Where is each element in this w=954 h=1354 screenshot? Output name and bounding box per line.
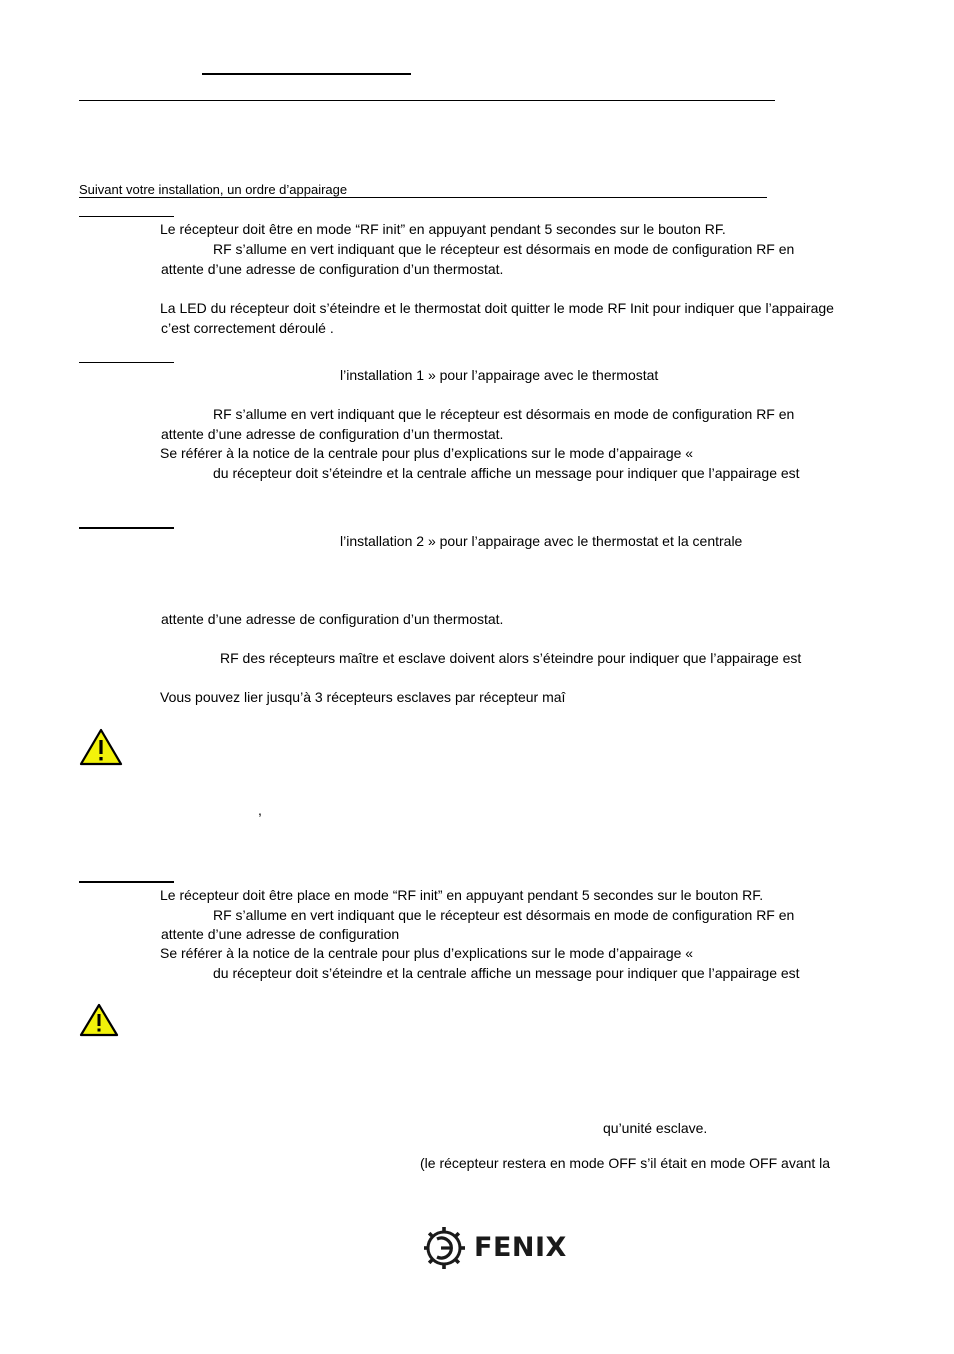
fenix-logo bbox=[424, 1226, 567, 1270]
brand-name: FENIX bbox=[474, 1232, 567, 1263]
intro-underline bbox=[79, 197, 767, 198]
section-2-line-2: RF s’allume en vert indiquant que le récepteur est désormais en mode de configuration RF en bbox=[213, 406, 795, 422]
header-rule bbox=[79, 100, 775, 101]
off-note: (le récepteur restera en mode OFF s’il était en mode OFF avant la bbox=[420, 1155, 831, 1171]
section-3-line-2: attente d’une adresse de configuration d’un thermostat. bbox=[161, 611, 504, 627]
section-4-line-2: RF s’allume en vert indiquant que le récepteur est désormais en mode de configuration RF en bbox=[213, 907, 795, 923]
section-4-line-4: Se référer à la notice de la centrale pour plus d’explications sur le mode d’appairage « bbox=[160, 945, 694, 961]
section-2-line-1: l’installation 1 » pour l’appairage avec le thermostat bbox=[340, 367, 659, 383]
section-4-line-1: Le récepteur doit être place en mode “RF init” en appuyant pendant 5 secondes sur le bouton RF. bbox=[160, 887, 764, 903]
section-4-line-5: du récepteur doit s’éteindre et la centrale affiche un message pour indiquer que l’appairage est bbox=[213, 965, 800, 981]
section-1-line-4: La LED du récepteur doit s’éteindre et le thermostat doit quitter le mode RF Init pour indiquer que l’appairage bbox=[160, 300, 834, 316]
section-4-heading-rule bbox=[79, 881, 174, 883]
warning-icon bbox=[79, 1003, 119, 1037]
section-1-line-3: attente d’une adresse de configuration d’un thermostat. bbox=[161, 261, 504, 277]
section-2-heading-rule bbox=[79, 362, 174, 363]
section-3-line-3: RF des récepteurs maître et esclave doivent alors s’éteindre pour indiquer que l’appairage est bbox=[220, 650, 802, 666]
section-2-line-4: Se référer à la notice de la centrale pour plus d’explications sur le mode d’appairage « bbox=[160, 445, 694, 461]
section-1-heading-rule bbox=[79, 216, 174, 217]
section-3-heading-rule bbox=[79, 527, 174, 529]
slave-note: qu’unité esclave. bbox=[603, 1120, 708, 1136]
section-2-line-5: du récepteur doit s’éteindre et la centrale affiche un message pour indiquer que l’appairage est bbox=[213, 465, 800, 481]
stray-comma: , bbox=[258, 802, 262, 818]
section-2-line-3: attente d’une adresse de configuration d’un thermostat. bbox=[161, 426, 504, 442]
intro-text: Suivant votre installation, un ordre d’appairage bbox=[79, 182, 348, 197]
warning-icon bbox=[79, 728, 123, 766]
section-3-line-1: l’installation 2 » pour l’appairage avec le thermostat et la centrale bbox=[340, 533, 743, 549]
section-3-line-4: Vous pouvez lier jusqu’à 3 récepteurs esclaves par récepteur maî bbox=[160, 689, 566, 705]
title-underline bbox=[202, 73, 411, 75]
section-1-line-1: Le récepteur doit être en mode “RF init” en appuyant pendant 5 secondes sur le bouton RF. bbox=[160, 221, 726, 237]
section-1-line-2: RF s’allume en vert indiquant que le récepteur est désormais en mode de configuration RF en bbox=[213, 241, 795, 257]
section-1-line-5: c’est correctement déroulé . bbox=[161, 320, 334, 336]
section-4-line-3: attente d’une adresse de configuration bbox=[161, 926, 400, 942]
